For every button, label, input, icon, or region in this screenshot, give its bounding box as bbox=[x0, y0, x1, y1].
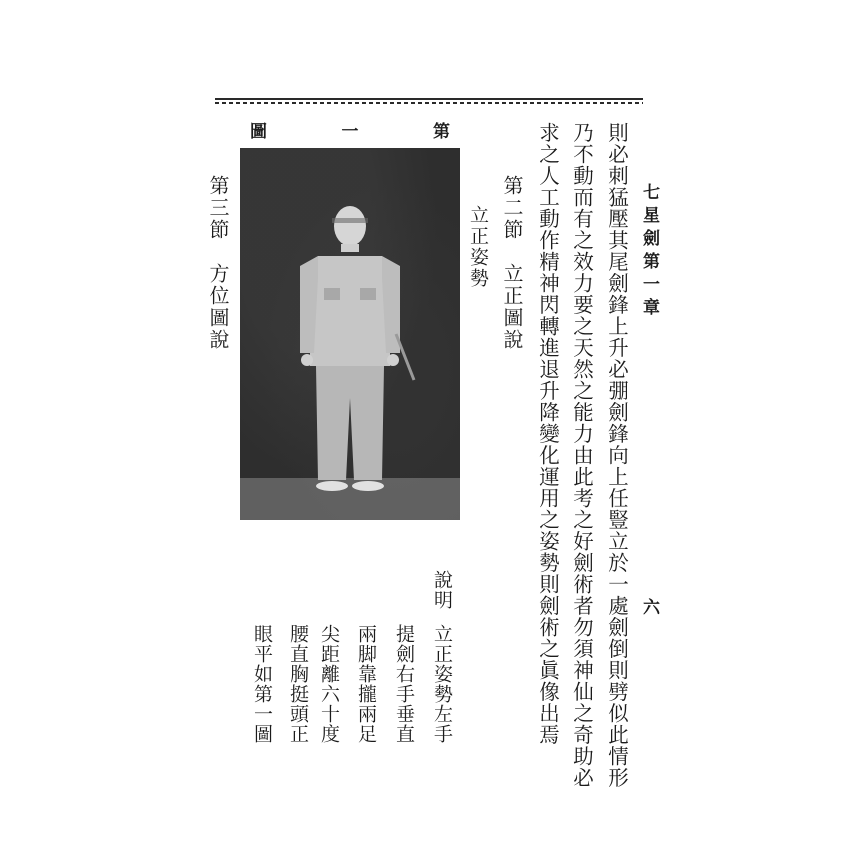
explanation-line-1: 立正姿勢左手 bbox=[431, 624, 453, 744]
figure-caption bbox=[250, 117, 450, 142]
body-line-3: 求之人工動作精神閃轉進退升降變化運用之姿勢則劍術之眞像出焉 bbox=[535, 122, 560, 746]
section3-heading: 第三節 方位圖說 bbox=[206, 175, 230, 351]
figure-caption-char-1: 第 bbox=[433, 122, 450, 142]
page-number: 六 bbox=[639, 598, 659, 615]
figure-caption-char-3: 圖 bbox=[250, 122, 267, 142]
explanation-label: 說明 bbox=[431, 570, 453, 610]
standing-figure-illustration bbox=[240, 148, 460, 520]
explanation-line-5: 腰直胸挺頭正 bbox=[287, 624, 309, 744]
explanation-line-2: 提劍右手垂直 bbox=[393, 624, 415, 744]
section2-subheading: 立正姿勢 bbox=[467, 205, 489, 289]
running-header: 七星劍第一章 bbox=[639, 183, 659, 321]
standing-figure-photo bbox=[240, 148, 460, 520]
body-line-1: 則必刺猛壓其尾劍鋒上升必弸劍鋒向上任豎立於一處劍倒則劈似此情形 bbox=[604, 122, 629, 789]
figure-caption-char-2: 一 bbox=[341, 122, 359, 142]
body-line-2: 乃不動而有之效力要之天然之能力由此考之好劍術者勿須神仙之奇助必 bbox=[569, 122, 594, 789]
header-rule bbox=[215, 98, 643, 106]
explanation-line-6: 眼平如第一圖 bbox=[251, 624, 273, 744]
explanation-line-3: 兩脚靠攏兩足 bbox=[355, 624, 377, 744]
explanation-line-4: 尖距離六十度 bbox=[318, 624, 340, 744]
section2-heading: 第二節 立正圖說 bbox=[500, 175, 524, 351]
